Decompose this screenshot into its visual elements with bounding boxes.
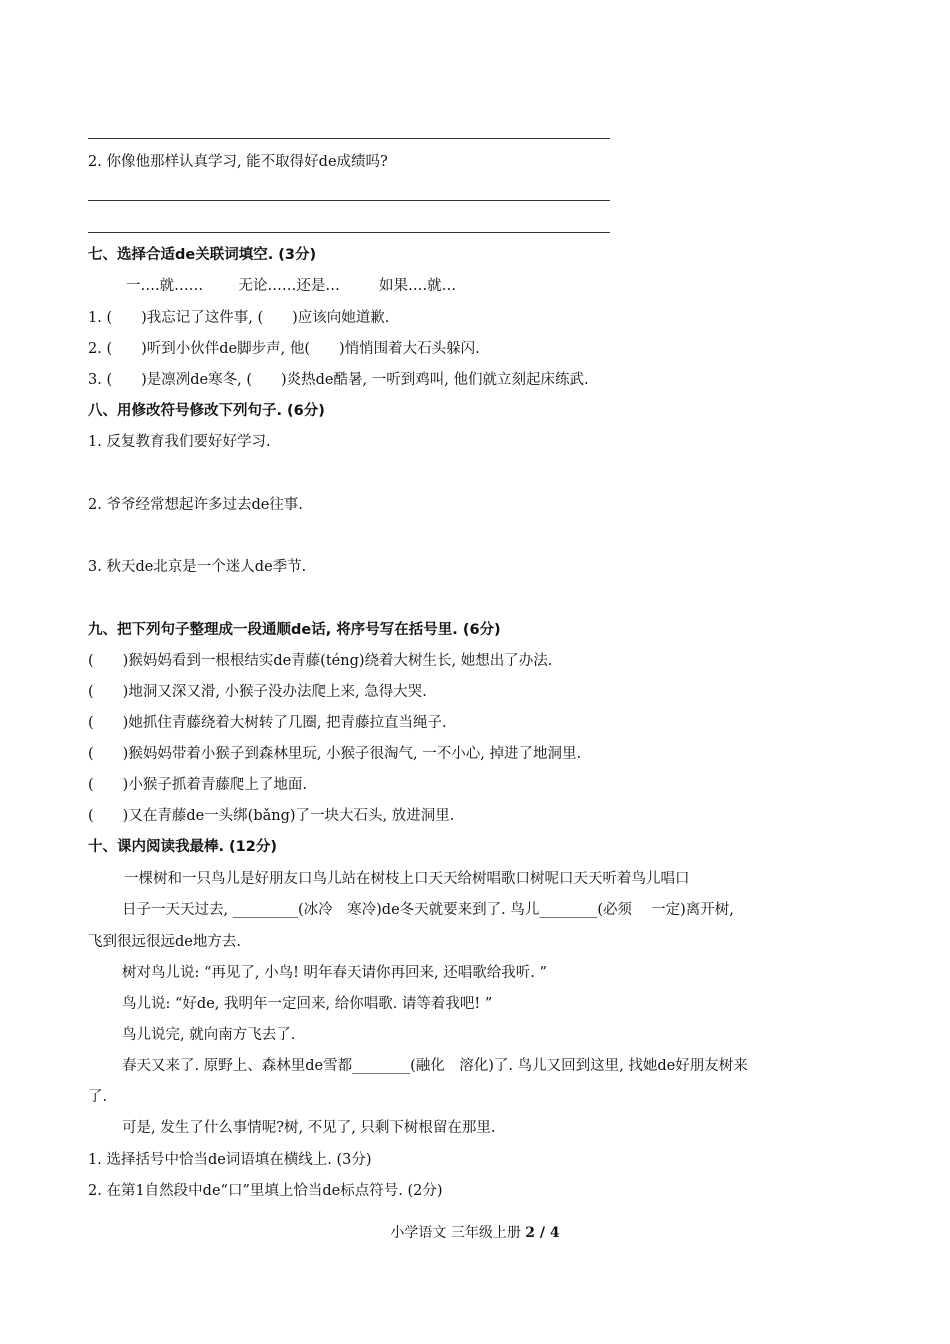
option-1: 一….就…… [126, 278, 204, 294]
section-8-item-2: 2. 爷爷经常想起许多过去de往事. [88, 497, 303, 513]
passage-line-9: 可是, 发生了什么事情呢?树, 不见了, 只剩下树根留在那里. [122, 1120, 496, 1136]
option-3: 如果….就… [379, 278, 457, 294]
section-7-item-1: 1. ( )我忘记了这件事, ( )应该向她道歉. [88, 310, 390, 326]
section-9-sentence-2: ( )地洞又深又滑, 小猴子没办法爬上来, 急得大哭. [88, 684, 427, 700]
section-9-sentence-5: ( )小猴子抓着青藤爬上了地面. [88, 777, 307, 793]
passage-line-7: 春天又来了. 原野上、森林里de雪都________(融化 溶化)了. 鸟儿又回到这里, 找她de好朋友树来 [122, 1058, 748, 1074]
section-9-sentence-6: ( )又在青藤de一头绑(bǎng)了一块大石头, 放进洞里. [88, 808, 455, 824]
passage-line-6: 鸟儿说完, 就向南方飞去了. [122, 1027, 296, 1043]
footer-subject: 小学语文 三年级上册 [390, 1225, 521, 1241]
option-2: 无论……还是… [238, 278, 340, 294]
section-9-sentence-4: ( )猴妈妈带着小猴子到森林里玩, 小猴子很淘气, 一不小心, 掉进了地洞里. [88, 746, 582, 762]
question-1: 1. 选择括号中恰当de词语填在横线上. (3分) [88, 1152, 372, 1168]
section-8-item-1: 1. 反复教育我们要好好学习. [88, 434, 271, 450]
section-9-sentence-3: ( )她抓住青藤绕着大树转了几圈, 把青藤拉直当绳子. [88, 715, 447, 731]
section-7-item-2: 2. ( )听到小伙伴de脚步声, 他( )悄悄围着大石头躲闪. [88, 341, 480, 357]
page-footer [0, 1222, 950, 1242]
section-7-heading: 七、选择合适de关联词填空. (3分) [88, 247, 317, 263]
section-8-item-3: 3. 秋天de北京是一个迷人de季节. [88, 559, 307, 575]
passage-line-1: 一棵树和一只鸟儿是好朋友口鸟儿站在树枝上口天天给树唱歌口树呢口天天听着鸟儿唱口 [124, 871, 690, 887]
passage-line-4: 树对鸟儿说: “再见了, 小鸟! 明年春天请你再回来, 还唱歌给我听. ” [122, 965, 547, 981]
rewrite-item-2: 2. 你像他那样认真学习, 能不取得好de成绩吗? [88, 154, 388, 170]
section-7-item-3: 3. ( )是凛冽de寒冬, ( )炎热de酷暑, 一听到鸡叫, 他们就立刻起床练武. [88, 372, 589, 388]
passage-line-5: 鸟儿说: “好de, 我明年一定回来, 给你唱歌. 请等着我吧! ” [122, 996, 493, 1012]
section-9-sentence-1: ( )猴妈妈看到一根根结实de青藤(téng)绕着大树生长, 她想出了办法. [88, 653, 553, 669]
conjunction-options [126, 276, 456, 296]
answer-line [88, 232, 610, 233]
passage-line-2: 日子一天天过去, _________(冰冷 寒冷)de冬天就要来到了. 鸟儿________(必须 一定)离开树, [122, 902, 734, 918]
passage-line-8: 了. [88, 1089, 108, 1105]
answer-line [88, 138, 610, 139]
section-9-heading: 九、把下列句子整理成一段通顺de话, 将序号写在括号里. (6分) [88, 622, 501, 638]
answer-line [88, 200, 610, 201]
section-10-heading: 十、课内阅读我最棒. (12分) [88, 839, 277, 855]
question-2: 2. 在第1自然段中de“口”里填上恰当de标点符号. (2分) [88, 1183, 443, 1199]
passage-line-3: 飞到很远很远de地方去. [88, 934, 241, 950]
section-8-heading: 八、用修改符号修改下列句子. (6分) [88, 403, 325, 419]
page-number: 2 / 4 [525, 1225, 560, 1241]
